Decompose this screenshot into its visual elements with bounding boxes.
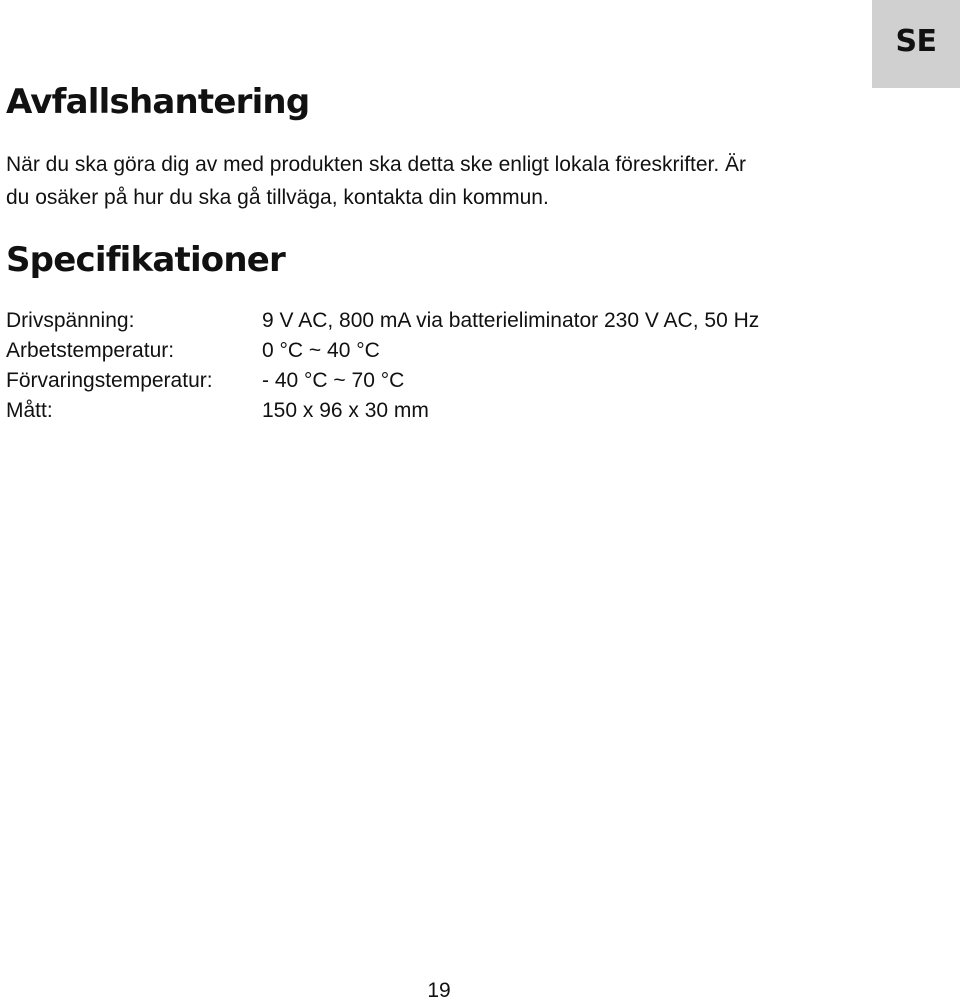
- spec-value: 0 °C ~ 40 °C: [262, 339, 380, 362]
- spec-row-operating-temperature: [6, 336, 759, 366]
- specifications-heading: Specifikationer: [6, 240, 285, 280]
- language-tab: [872, 0, 960, 88]
- spec-value: 150 x 96 x 30 mm: [262, 399, 429, 422]
- waste-paragraph-line-1: När du ska göra dig av med produkten ska detta ske enligt lokala föreskrifter. Är: [6, 153, 747, 176]
- spec-label: Förvaringstemperatur:: [6, 369, 213, 392]
- waste-paragraph-line-2: du osäker på hur du ska gå tillväga, kontakta din kommun.: [6, 186, 549, 209]
- page-number: 19: [427, 979, 451, 1002]
- spec-value: 9 V AC, 800 mA via batterieliminator 230 V AC, 50 Hz: [262, 309, 760, 332]
- spec-label: Arbetstemperatur:: [6, 339, 175, 362]
- waste-paragraph: [6, 148, 906, 214]
- spec-row-storage-temperature: [6, 366, 759, 396]
- spec-row-drive-voltage: [6, 306, 759, 336]
- waste-heading: Avfallshantering: [6, 82, 310, 122]
- spec-row-dimensions: [6, 396, 759, 426]
- spec-label: Drivspänning:: [6, 309, 135, 332]
- language-code: SE: [895, 24, 937, 59]
- spec-label: Mått:: [6, 399, 53, 422]
- specifications-table: [6, 306, 759, 426]
- spec-value: - 40 °C ~ 70 °C: [262, 369, 405, 392]
